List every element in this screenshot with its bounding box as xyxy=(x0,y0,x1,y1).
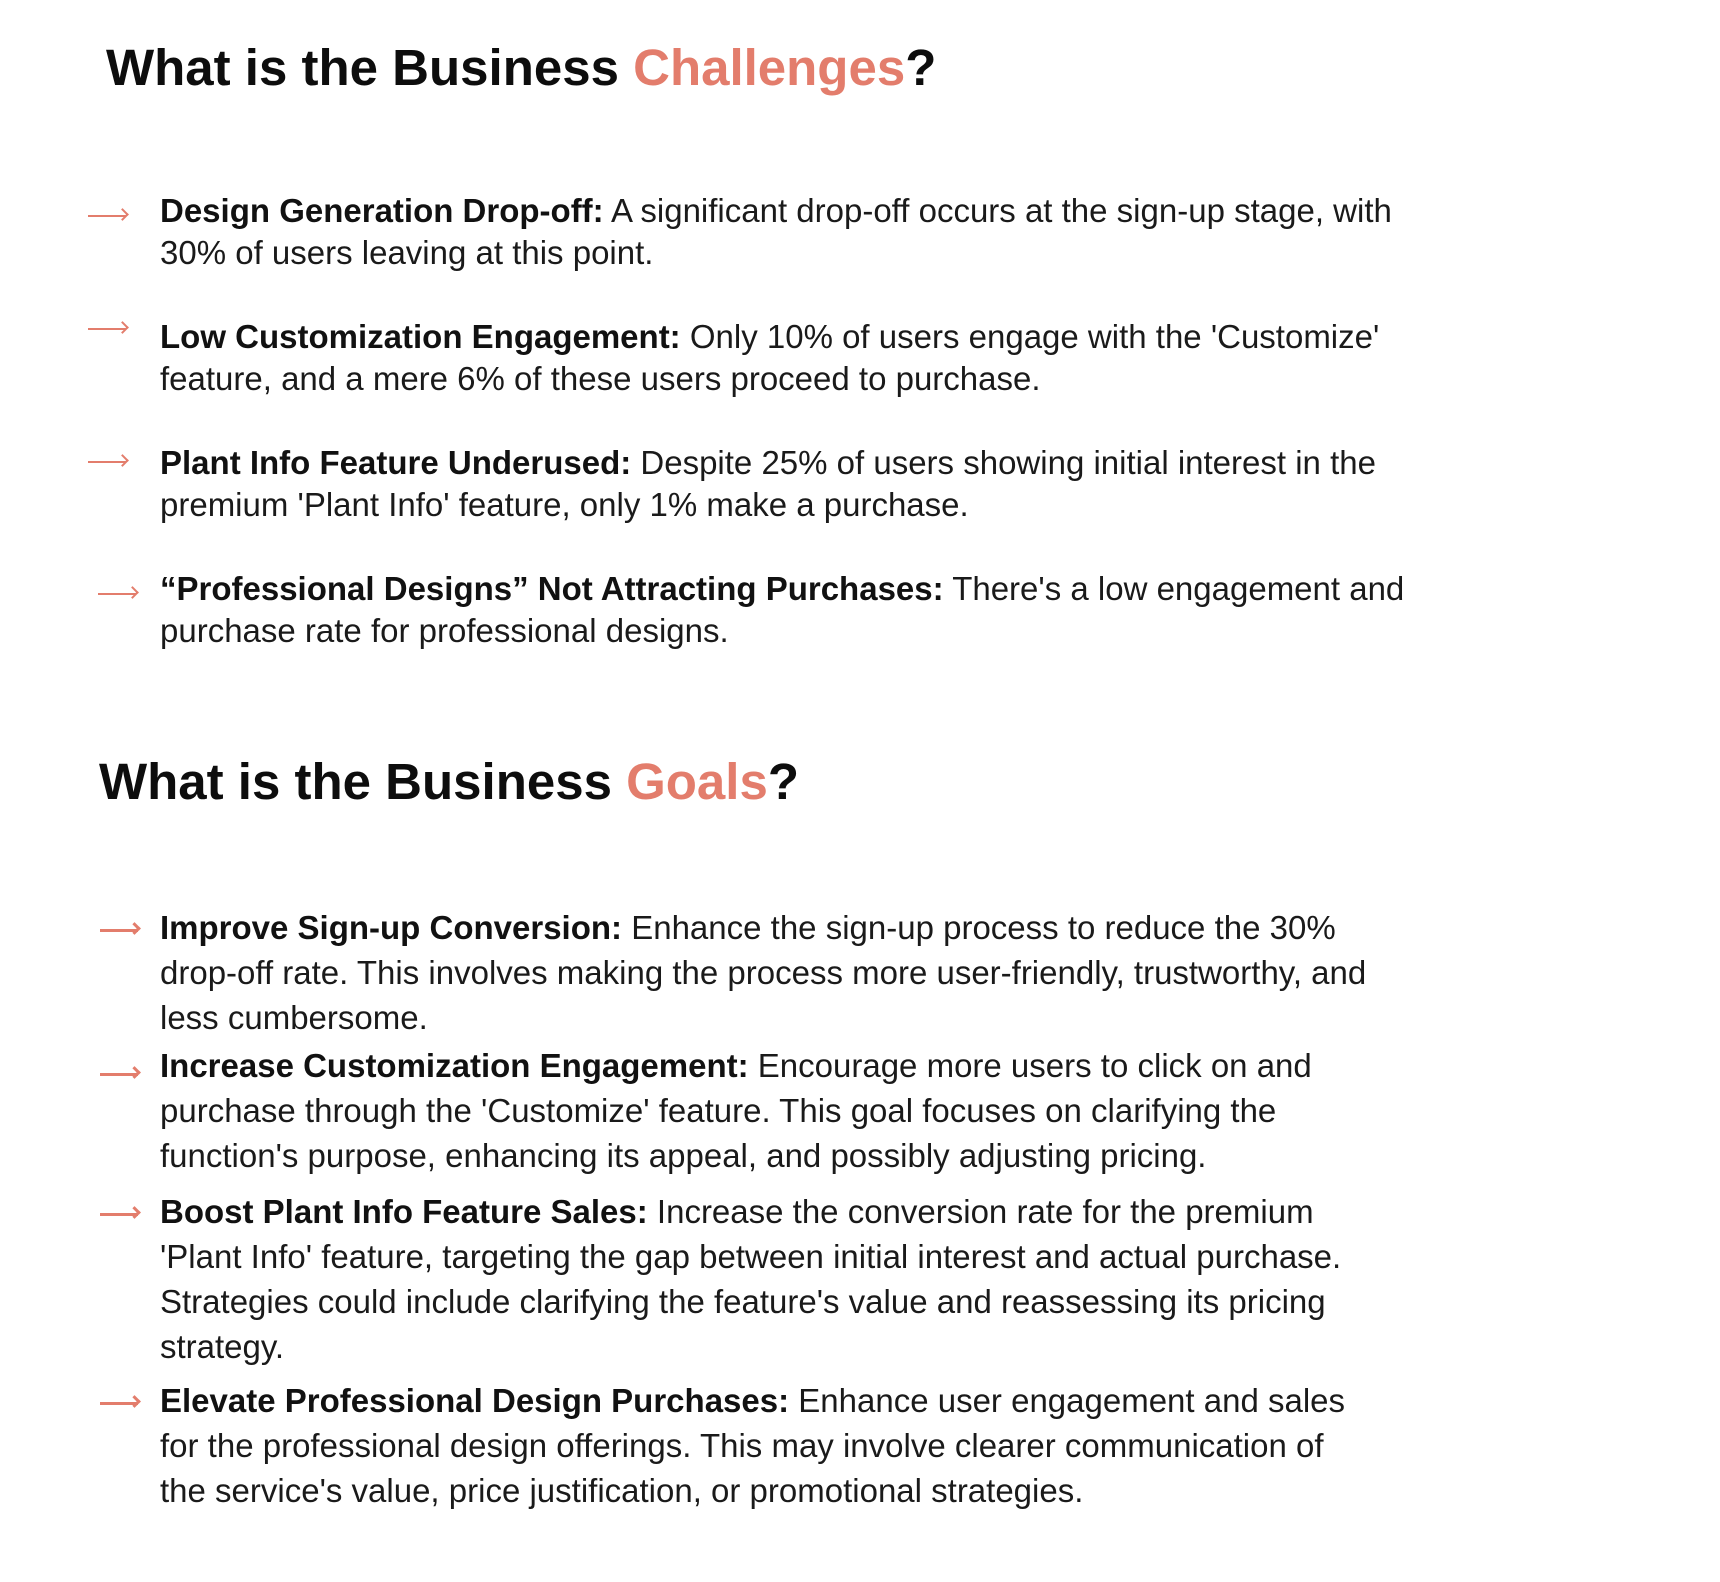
goal-item-label: Boost Plant Info Feature Sales: xyxy=(160,1193,648,1230)
challenges-heading xyxy=(106,38,936,98)
right-arrow-icon xyxy=(98,593,136,595)
goals-heading-prefix: What is the Business xyxy=(99,753,627,810)
right-arrow-icon xyxy=(100,1073,138,1076)
challenge-item-text: There's a low engagement and purchase rate for professional designs. xyxy=(160,570,1405,649)
right-arrow-icon xyxy=(88,461,126,463)
goal-item-label: Increase Customization Engagement: xyxy=(160,1047,749,1084)
challenge-item xyxy=(160,316,1460,400)
goal-item-text: Increase the conversion rate for the premium 'Plant Info' feature, targeting the gap between initial interest and actual purchase. Strategies could include clarifying the feature's value and reassessing its pricing strategy. xyxy=(160,1193,1342,1365)
goal-item xyxy=(160,1189,1390,1369)
challenge-item-text: A significant drop-off occurs at the sign-up stage, with 30% of users leaving at this point. xyxy=(160,192,1392,271)
goals-heading-suffix: ? xyxy=(767,753,799,810)
right-arrow-icon xyxy=(88,328,126,330)
challenge-item xyxy=(160,568,1490,652)
right-arrow-icon xyxy=(100,929,138,932)
goal-item-text: Enhance user engagement and sales for the professional design offerings. This may involve clearer communication of the service's value, price justification, or promotional strategies. xyxy=(160,1382,1346,1509)
goals-heading xyxy=(99,752,799,812)
goal-item-label: Improve Sign-up Conversion: xyxy=(160,909,623,946)
right-arrow-icon xyxy=(88,215,126,217)
right-arrow-icon xyxy=(100,1402,138,1405)
goal-item-label: Elevate Professional Design Purchases: xyxy=(160,1382,790,1419)
goal-item-text: Enhance the sign-up process to reduce the 30% drop-off rate. This involves making the process more user-friendly, trustworthy, and less cumbersome. xyxy=(160,909,1367,1036)
goal-item-text: Encourage more users to click on and purchase through the 'Customize' feature. This goal focuses on clarifying the function's purpose, enhancing its appeal, and possibly adjusting pricing. xyxy=(160,1047,1312,1174)
challenge-item-label: Low Customization Engagement: xyxy=(160,318,681,355)
challenge-item-label: Plant Info Feature Underused: xyxy=(160,444,632,481)
challenges-heading-prefix: What is the Business xyxy=(106,39,634,96)
challenges-heading-accent: Challenges xyxy=(633,39,906,96)
goal-item xyxy=(160,1043,1420,1178)
challenge-item-text: Only 10% of users engage with the 'Customize' feature, and a mere 6% of these users proceed to purchase. xyxy=(160,318,1380,397)
goal-item xyxy=(160,1378,1350,1513)
goal-item xyxy=(160,905,1420,1040)
challenge-item-label: “Professional Designs” Not Attracting Purchases: xyxy=(160,570,944,607)
challenge-item xyxy=(160,442,1490,526)
challenge-item-label: Design Generation Drop-off: xyxy=(160,192,604,229)
goals-heading-accent: Goals xyxy=(626,753,768,810)
challenge-item-text: Despite 25% of users showing initial interest in the premium 'Plant Info' feature, only 1% make a purchase. xyxy=(160,444,1376,523)
challenges-heading-suffix: ? xyxy=(905,39,937,96)
challenge-item xyxy=(160,190,1460,274)
right-arrow-icon xyxy=(100,1213,138,1216)
